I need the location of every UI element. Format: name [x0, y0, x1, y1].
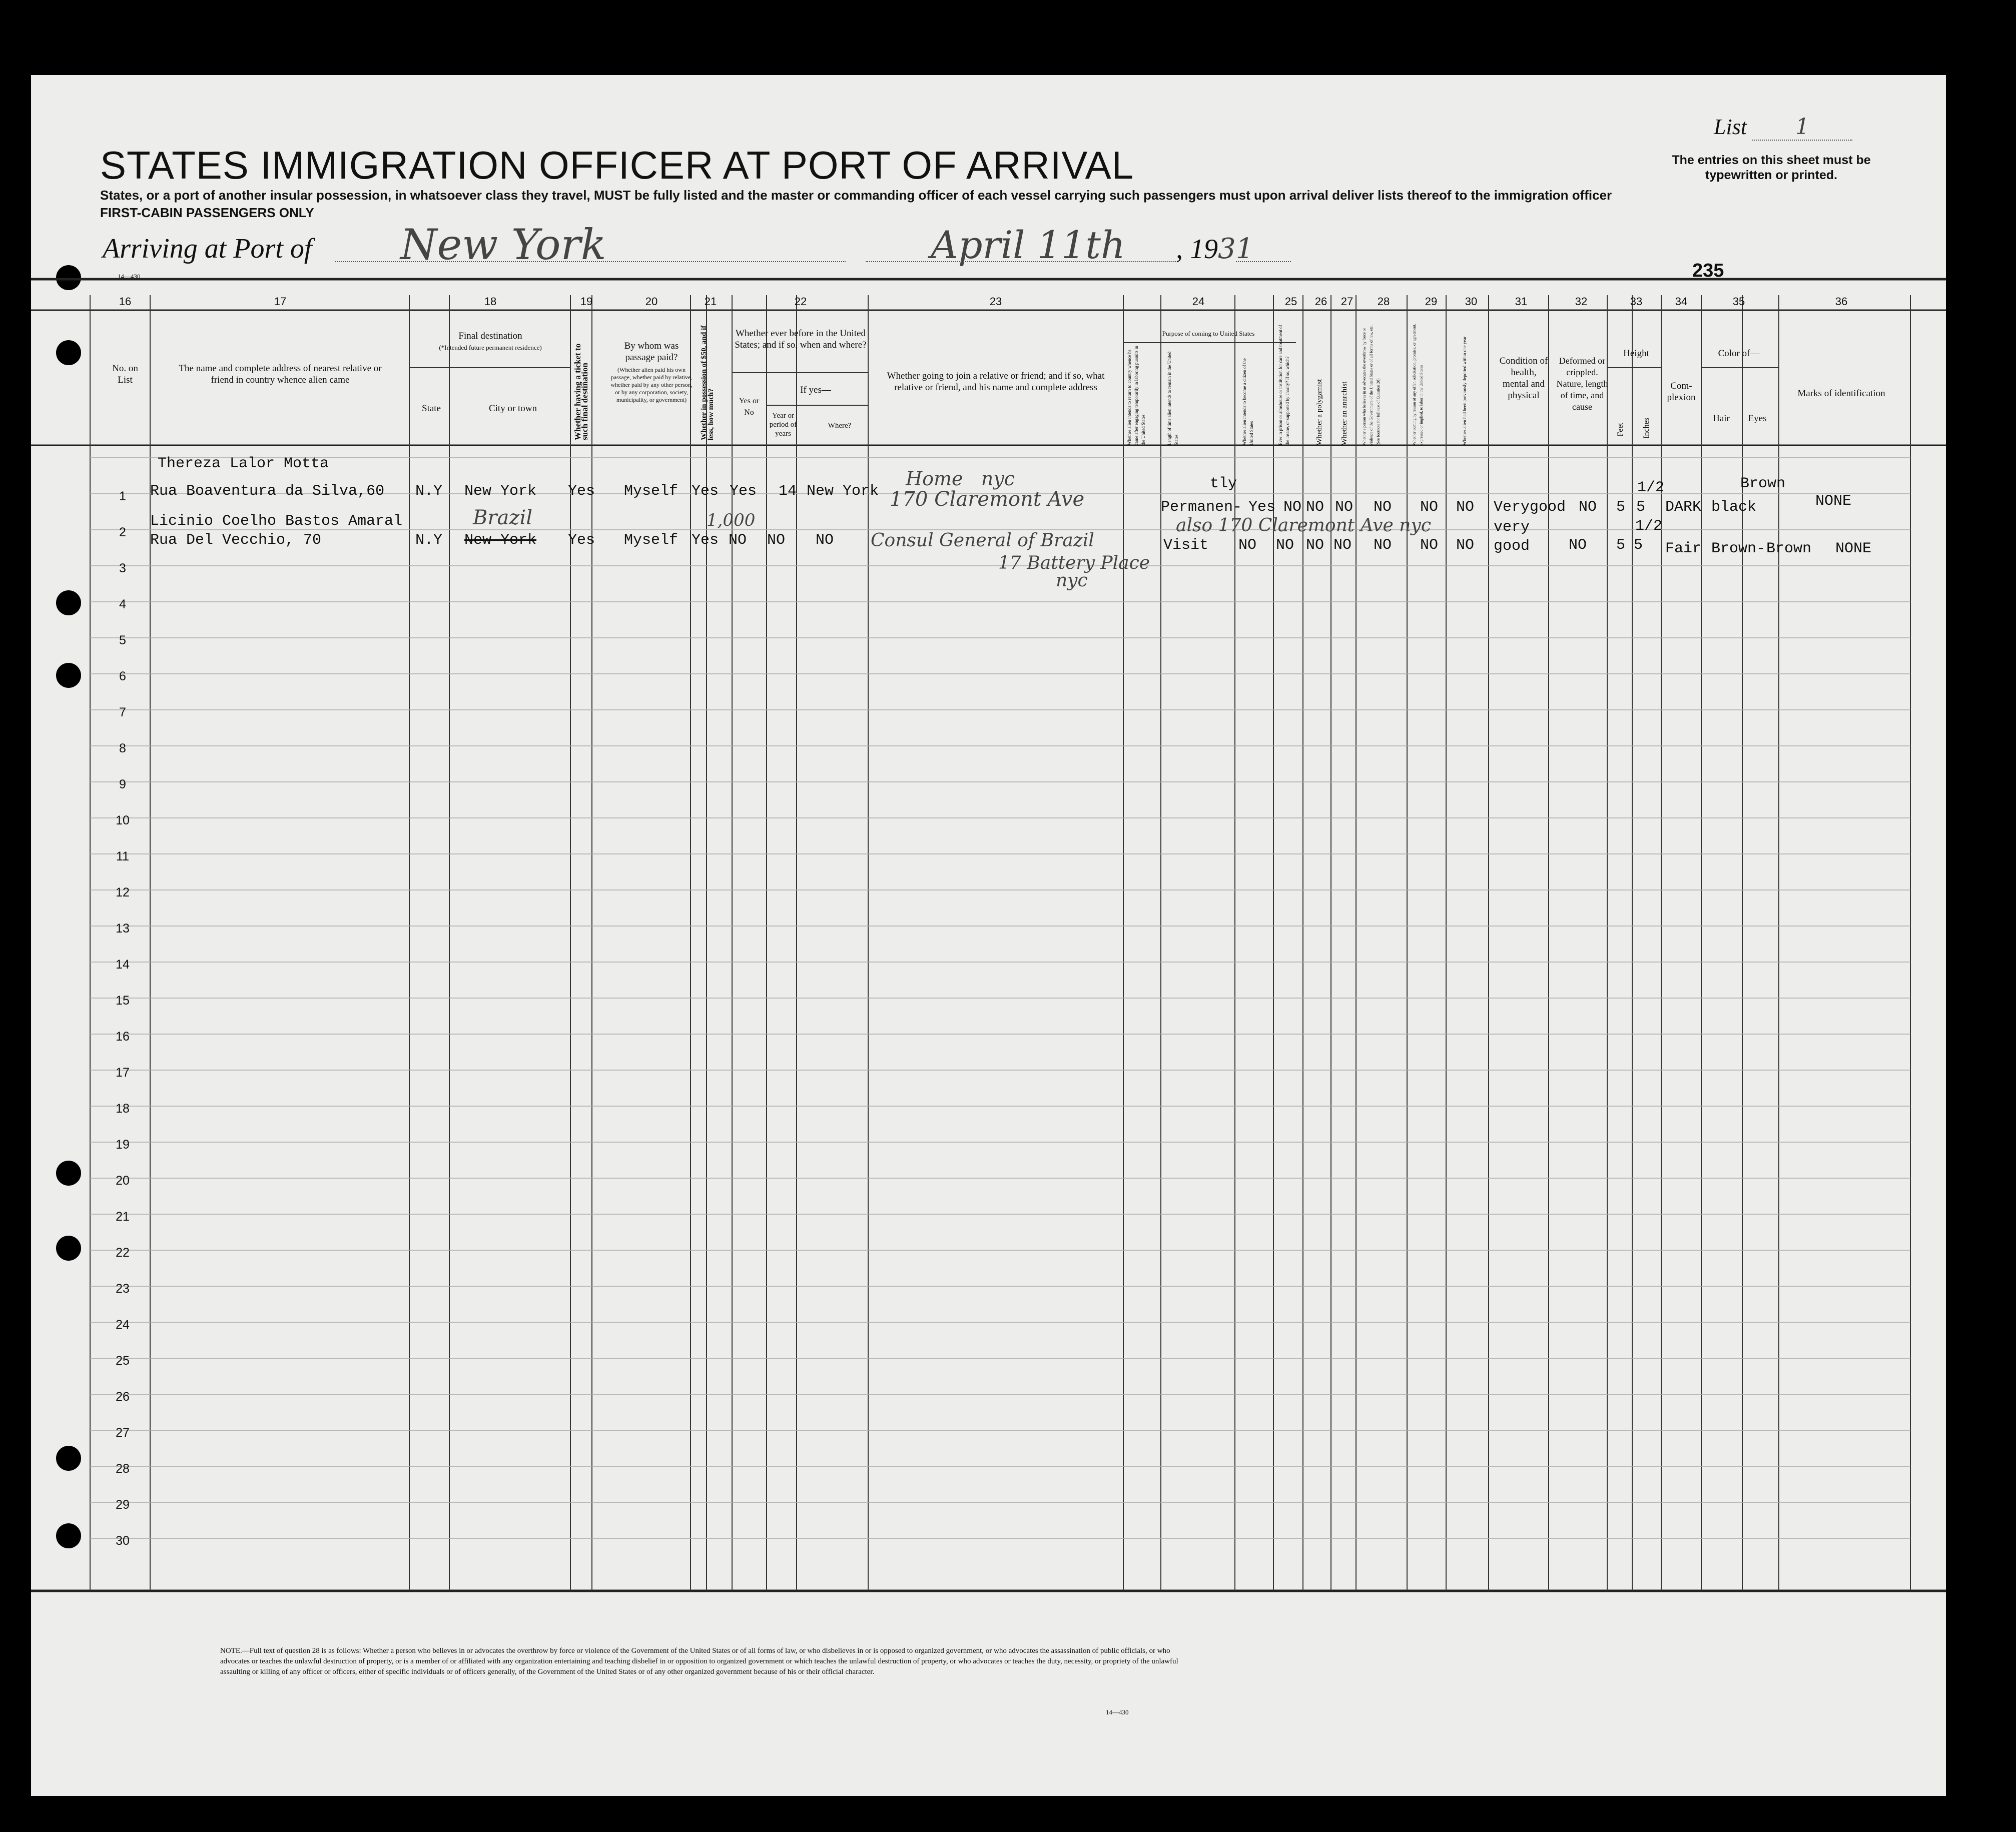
line-number: 19 — [116, 1138, 130, 1152]
row2-relative-name: Licinio Coelho Bastos Amaral — [150, 513, 403, 530]
row2-c30: NO — [1456, 537, 1475, 554]
col-num: 25 — [1284, 295, 1297, 308]
line-number: 8 — [119, 741, 126, 755]
hdr-marks: Marks of identification — [1797, 388, 1885, 399]
line-number: 17 — [116, 1066, 130, 1080]
hdr-relative-address: The name and complete address of nearest relative or friend in country whence alien came — [179, 363, 382, 385]
line-number: 3 — [119, 561, 126, 575]
row1-where: New York — [807, 483, 879, 500]
col-num: 20 — [645, 295, 658, 308]
col-num: 23 — [989, 295, 1002, 308]
row1-citizen: Yes — [1248, 499, 1276, 516]
hdr-possession: Whether in possession of $50, and if less, how much? — [700, 325, 715, 440]
row1-inches-frac: 1/2 — [1637, 479, 1665, 496]
hdr-passage-paid — [609, 340, 694, 404]
row2-join-line3: nyc — [1056, 570, 1088, 591]
row2-ever-before: NO — [729, 532, 747, 549]
col-num: 16 — [119, 295, 132, 308]
line-number: 25 — [116, 1354, 130, 1368]
line-number: 13 — [116, 922, 130, 936]
line-number: 4 — [119, 597, 126, 611]
hdr-c25: Ever in prison or almshouse or institution for care and treatment of the insane, or supported by charity? If so, which? — [1278, 325, 1290, 445]
col-num: 30 — [1465, 295, 1478, 308]
line-number: 10 — [116, 813, 130, 827]
hdr-complexion: Com- plexion — [1667, 381, 1696, 403]
line-number: 5 — [119, 633, 126, 647]
row1-ever-before: Yes — [730, 483, 757, 500]
line-number: 27 — [116, 1426, 130, 1440]
row1-c29: NO — [1420, 499, 1439, 516]
row1-ticket: Yes — [568, 483, 595, 500]
row1-complexion: DARK — [1665, 499, 1702, 516]
row1-purpose-top: tly — [1210, 475, 1237, 492]
row2-possession-hand: 1,000 — [707, 510, 756, 530]
row1-c28: NO — [1374, 499, 1392, 516]
col-num: 22 — [794, 295, 807, 308]
row1-c26: NO — [1306, 499, 1324, 516]
row2-c26: NO — [1306, 537, 1324, 554]
hdr-c27: Whether an anarchist — [1340, 381, 1349, 445]
col-num: 17 — [274, 295, 287, 308]
row1-deformed: NO — [1579, 499, 1597, 516]
list-label: List 1 — [1714, 114, 1852, 141]
row2-state: N.Y — [415, 532, 443, 549]
hdr-final-destination-label: Final destination — [458, 331, 522, 341]
row2-health-1: very — [1494, 519, 1530, 536]
hdr-if-yes: If yes— — [800, 385, 831, 395]
row2-c29: NO — [1420, 537, 1439, 554]
row2-c27: NO — [1333, 537, 1352, 554]
line-number: 2 — [119, 525, 126, 539]
form-code: 14—430 — [1106, 1708, 1129, 1716]
row1-hair: black — [1711, 499, 1757, 516]
line-number: 12 — [116, 885, 130, 899]
col-num: 21 — [704, 295, 717, 308]
row2-purpose: Visit — [1163, 537, 1209, 554]
line-number: 11 — [116, 849, 129, 863]
row2-city: New York — [464, 532, 537, 549]
hdr-feet: Feet — [1616, 423, 1625, 437]
hdr-purpose-a: Whether alien intends to return to country whence he came after engaging temporarily in laboring pursuits in the United States — [1127, 346, 1146, 445]
hdr-height: Height — [1623, 348, 1649, 359]
line-number: 6 — [119, 669, 126, 683]
hdr-final-destination-note: (*Intended future permanent residence) — [439, 344, 542, 351]
col-num: 34 — [1675, 295, 1688, 308]
line-number: 26 — [116, 1390, 130, 1404]
row2-inches-frac: 1/2 — [1635, 518, 1663, 535]
line-number: 1 — [119, 489, 126, 503]
row1-join-line2: 170 Claremont Ave — [890, 488, 1085, 511]
line-number: 29 — [116, 1498, 130, 1512]
row1-c30: NO — [1456, 499, 1475, 516]
hdr-no-on-list: No. on List — [112, 363, 138, 385]
line-number: 24 — [116, 1318, 130, 1332]
row2-eyes: Brown — [1766, 540, 1812, 557]
row1-city: New York — [464, 483, 537, 500]
line-number: 23 — [116, 1282, 130, 1296]
row2-ticket: Yes — [568, 532, 595, 549]
arriving-label: Arriving at Port of — [103, 233, 312, 264]
row1-paid-by: Myself — [624, 483, 679, 500]
row1-state: N.Y — [415, 483, 443, 500]
row2-c28: NO — [1374, 537, 1392, 554]
line-number: 15 — [116, 994, 130, 1008]
row1-feet: 5 — [1616, 499, 1626, 516]
row1-relative-address: Rua Boaventura da Silva,60 — [150, 483, 385, 500]
row1-health: Verygood — [1494, 499, 1566, 516]
year: , 1931 — [1176, 233, 1254, 265]
hdr-ever-before: Whether ever before in the United States; and if so, when and where? — [735, 328, 867, 350]
line-number: 22 — [116, 1246, 130, 1260]
hdr-purpose-b: Length of time alien intends to remain in the United States — [1167, 351, 1179, 445]
row1-eyes: Brown — [1740, 475, 1786, 492]
page-title: STATES IMMIGRATION OFFICER AT PORT OF ARRIVAL — [100, 143, 1134, 187]
hdr-color-of: Color of— — [1718, 348, 1760, 359]
col-num: 27 — [1340, 295, 1354, 308]
form-code-top: 14—430 — [118, 273, 141, 280]
row2-feet: 5 — [1616, 537, 1626, 554]
page-number: 235 — [1692, 260, 1724, 281]
line-number: 20 — [116, 1174, 130, 1188]
col-num: 36 — [1835, 295, 1848, 308]
row2-deformed: NO — [1569, 537, 1587, 554]
hdr-ticket: Whether having a ticket to such final destination — [573, 343, 589, 440]
hdr-purpose-c: Whether alien intends to become a citizen of the United States — [1242, 358, 1254, 445]
hdr-eyes: Eyes — [1748, 413, 1767, 424]
line-number: 14 — [116, 958, 130, 972]
row1-years: 14 — [779, 483, 797, 500]
row1-c27: NO — [1335, 499, 1354, 516]
row2-join-line1: Consul General of Brazil — [871, 530, 1094, 551]
col-num: 32 — [1575, 295, 1588, 308]
hdr-c28: Whether a person who believes in or advocates the overthrow by force or violence of the Government of the United States or of all forms of law, etc. (See footnote for full text of Question 28) — [1362, 325, 1381, 445]
date-handwritten: April 11th — [931, 223, 1125, 267]
col-num: 29 — [1425, 295, 1438, 308]
row2-complexion: Fair — [1665, 540, 1702, 557]
row2-citizen: NO — [1238, 537, 1257, 554]
hdr-inches: Inches — [1642, 418, 1651, 439]
col-num: 18 — [484, 295, 497, 308]
port-handwritten: New York — [400, 220, 606, 269]
col-num: 24 — [1192, 295, 1205, 308]
row1-relative-name: Thereza Lalor Motta — [158, 455, 329, 472]
row2-paid-by: Myself — [624, 532, 679, 549]
row2-hair: Brown- — [1711, 540, 1766, 557]
col-num: 19 — [580, 295, 593, 308]
hdr-c29: Whether coming by reason of any offer, solicitation, promise, or agreement, expressed or implied, to labor in the United States — [1412, 323, 1424, 445]
row2-join-also: also 170 Claremont Ave nyc — [1176, 515, 1431, 536]
row2-years: NO — [767, 532, 786, 549]
hdr-deformed: Deformed or crippled. Nature, length of time, and cause — [1556, 356, 1608, 412]
col-num: 28 — [1377, 295, 1390, 308]
subtitle: States, or a port of another insular possession, in whatsoever class they travel, MUST be fully listed and the master or commanding officer of each vessel carrying such passengers must upon arrival deliver lists thereof to the immigration officer — [100, 188, 1612, 203]
col-num: 26 — [1314, 295, 1327, 308]
row2-where: NO — [816, 532, 834, 549]
row1-inches: 5 — [1636, 499, 1646, 516]
hdr-health: Condition of health, mental and physical — [1499, 356, 1548, 401]
col-num: 33 — [1630, 295, 1643, 308]
row2-c25: NO — [1276, 537, 1294, 554]
row1-possession: Yes — [692, 483, 719, 500]
hdr-c26: Whether a polygamist — [1315, 379, 1323, 445]
hdr-passage-paid-label: By whom was passage paid? — [624, 341, 679, 363]
row1-purpose: Permanen- — [1161, 499, 1242, 516]
hdr-c30: Whether alien had been previously deported within one year — [1462, 336, 1467, 445]
line-number: 16 — [116, 1030, 130, 1044]
col-num: 31 — [1515, 295, 1528, 308]
class-line: FIRST-CABIN PASSENGERS ONLY — [100, 205, 314, 220]
line-number: 18 — [116, 1102, 130, 1116]
row2-marks: NONE — [1835, 540, 1872, 557]
row1-c25: NO — [1283, 499, 1302, 516]
row2-join-line2: 17 Battery Place — [998, 553, 1150, 573]
line-number: 9 — [119, 777, 126, 791]
hdr-yes-no: Yes or No — [739, 397, 760, 417]
hdr-where: Where? — [828, 422, 852, 430]
hdr-passage-paid-note: (Whether alien paid his own passage, whether paid by relative, whether paid by any other person, or by any corporation, society, municipality, or government) — [610, 366, 693, 403]
col-num: 35 — [1732, 295, 1745, 308]
row1-join-line1: Home nyc — [906, 468, 1015, 490]
hdr-state: State — [422, 403, 441, 414]
line-number: 21 — [116, 1210, 130, 1224]
line-number: 28 — [116, 1462, 130, 1476]
hdr-final-destination — [415, 330, 565, 353]
line-number: 7 — [119, 705, 126, 719]
row1-marks: NONE — [1815, 493, 1852, 510]
row2-inches: 5 — [1634, 537, 1643, 554]
hdr-year-period: Year or period of years — [769, 412, 797, 438]
hdr-join-relative: Whether going to join a relative or friend; and if so, what relative or friend, and his name and complete address — [887, 371, 1105, 393]
row2-possession: Yes — [692, 532, 719, 549]
hdr-hair: Hair — [1713, 413, 1730, 424]
row2-relative-address: Rua Del Vecchio, 70 — [150, 532, 322, 549]
hdr-purpose: Purpose of coming to United States — [1162, 330, 1255, 337]
row2-state-hand: Brazil — [473, 506, 533, 529]
instructions-note: The entries on this sheet must be typewritten or printed. — [1672, 153, 1871, 182]
hdr-city: City or town — [488, 403, 537, 414]
row2-health-2: good — [1494, 538, 1530, 555]
footnote: NOTE.—Full text of question 28 is as follows: Whether a person who believes in or advocates the overthrow by force or violence of the Government of the United States or of all forms of law, or who disbelieves in or is opposed to organized government, or who advocates the assassination of public officials, or who advocates or teaches the unlawful destruction of property, or is a member of or affiliated with any organization entertaining and teaching disbelief in or opposition to organized government or which teaches the unlawful destruction of property, or who advocates or teaches the duty, necessity, or propriety of the unlawful assaulting or killing of any officer or officers, either of specific individuals or of officers generally, of the Government of the United States or of any other organized government because of his or their official character. — [220, 1647, 1178, 1676]
line-number: 30 — [116, 1534, 130, 1548]
